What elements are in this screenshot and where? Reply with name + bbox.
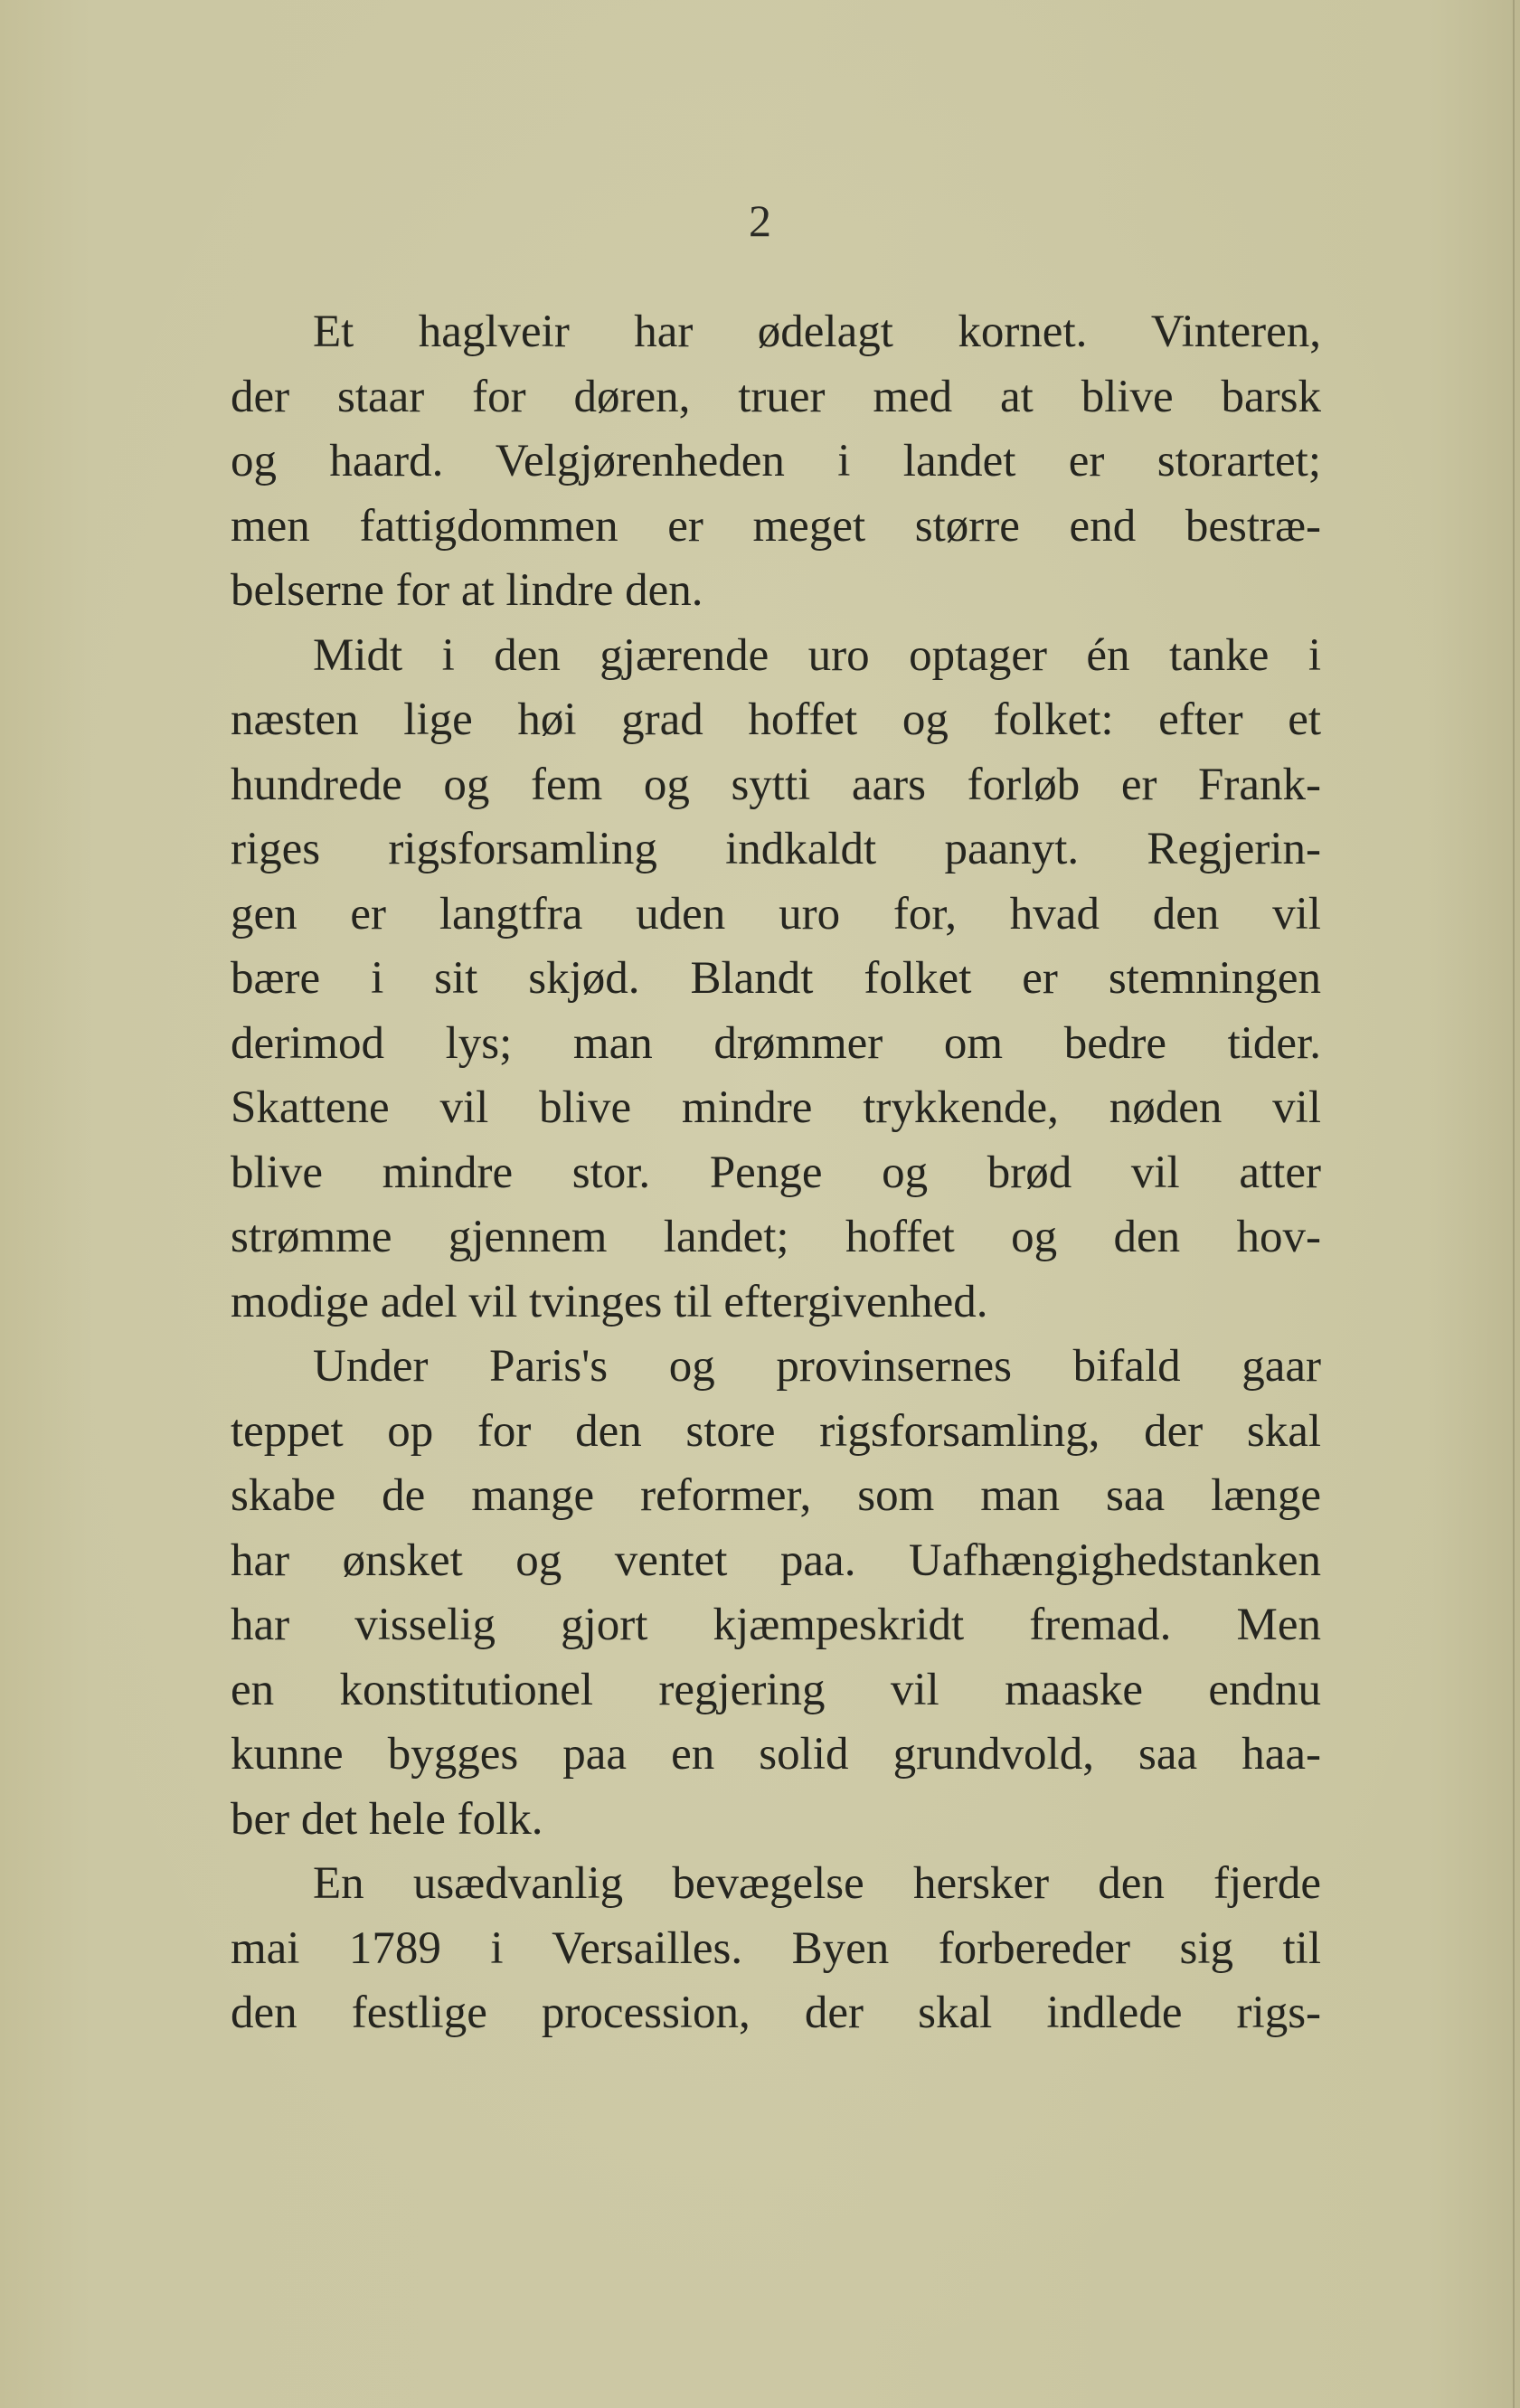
text-line: derimod lys; man drømmer om bedre tider. [231,1017,1321,1069]
text-line: den festlige procession, der skal indlede rigs- [231,1988,1322,2038]
text-line: har visselig gjort kjæmpeskridt fremad. Men [231,1600,1321,1650]
text-line: hundrede og fem og sytti aars forløb er Frank- [231,759,1322,810]
text-line: næsten lige høi grad hoffet og folket: efter et [231,694,1322,745]
text-line: teppet op for den store rigsforsamling, der skal [231,1405,1322,1457]
text-line: en konstitutionel regjering vil maaske endnu [231,1664,1322,1715]
page-number: 2 [749,195,771,246]
text-line: Skattene vil blive mindre trykkende, nøden vil [231,1082,1322,1133]
text-line: belserne for at lindre den. [231,565,703,616]
body-text [231,300,1321,2046]
text-line: og haard. Velgjørenheden i landet er storartet; [231,436,1322,486]
text-line: Under Paris's og provinsernes bifald gaar [313,1341,1322,1392]
text-line: En usædvanlig bevægelse hersker den fjerde [313,1858,1321,1909]
text-line: Midt i den gjærende uro optager én tanke i [313,629,1322,681]
text-line: men fattigdommen er meget større end bestræ- [231,500,1321,552]
text-line: riges rigsforsamling indkaldt paanyt. Regjerin- [231,824,1321,874]
text-line: der staar for døren, truer med at blive barsk [231,371,1322,422]
text-line: mai 1789 i Versailles. Byen forbereder sig til [231,1922,1321,1974]
text-line: kunne bygges paa en solid grundvold, saa haa- [231,1729,1321,1780]
text-line: ber det hele folk. [231,1793,543,1845]
text-line: skabe de mange reformer, som man saa længe [231,1470,1321,1521]
text-line: strømme gjennem landet; hoffet og den hov- [231,1212,1321,1262]
text-line: modige adel vil tvinges til eftergivenhed. [231,1276,988,1327]
text-line: blive mindre stor. Penge og brød vil atter [231,1147,1321,1198]
text-line: Et haglveir har ødelagt kornet. Vinteren, [313,307,1321,357]
text-line: bære i sit skjød. Blandt folket er stemningen [231,953,1321,1004]
text-line: gen er langtfra uden uro for, hvad den vil [231,888,1321,940]
text-line: har ønsket og ventet paa. Uafhængighedstanken [231,1535,1322,1586]
page-edge-line [1513,0,1515,2408]
